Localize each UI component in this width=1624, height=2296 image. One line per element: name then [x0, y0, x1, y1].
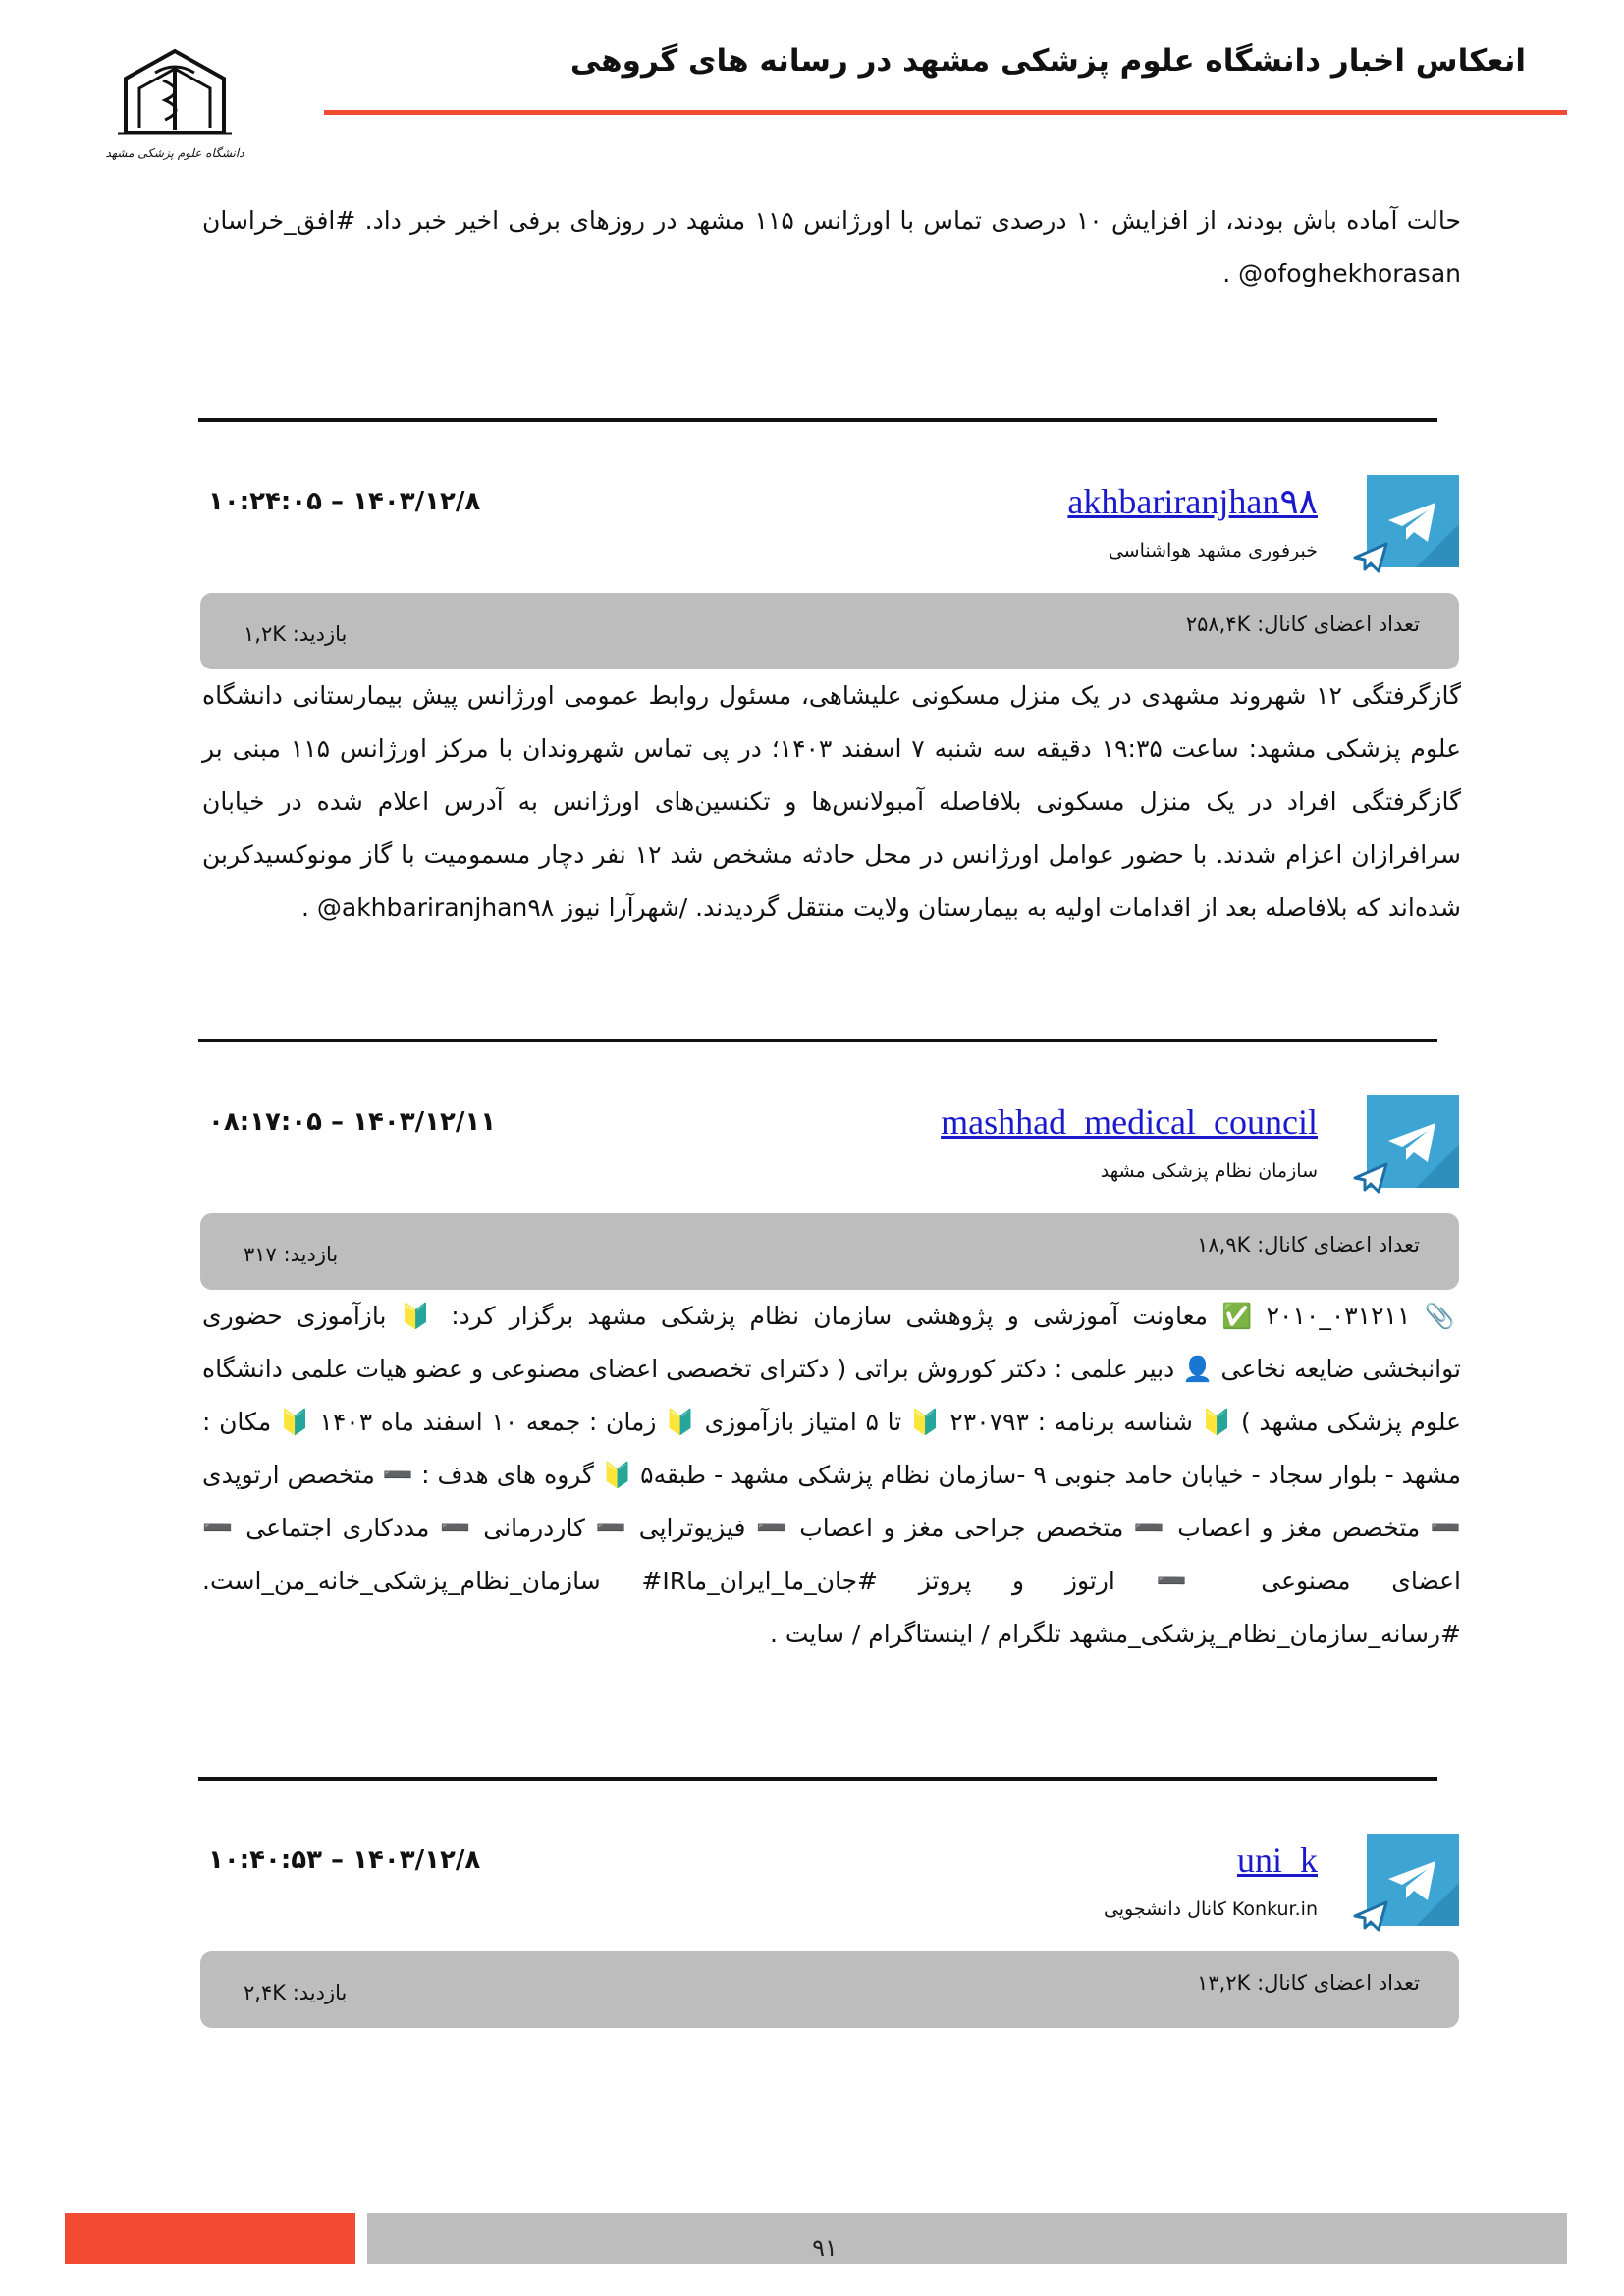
post-date: ۰۸:۱۷:۰۵ – ۱۴۰۳/۱۲/۱۱	[208, 1107, 497, 1137]
channel-link[interactable]: mashhad_medical_council	[941, 1102, 1318, 1142]
views-count: بازدید: ۲,۴K	[244, 1981, 348, 2004]
post-divider	[198, 418, 1437, 422]
stats-bar	[200, 1951, 1459, 2028]
post-body: 📎 ۰۳۱۲۱۱_۲۰۱۰ ✅ معاونت آموزشی و پژوهشی سازمان نظام پزشکی مشهد برگزار کرد: 🔰 بازآموزی حضوری توانبخشی ضایعه نخاعی 👤 دبیر علمی : دکتر کوروش براتی ( دکترای تخصصی اعضای مصنوعی و عضو هیات علمی دانشگاه علوم پزشکی مشهد ) 🔰 شناسه برنامه : ۲۳۰۷۹۳ 🔰 تا ۵ امتیاز بازآموزی 🔰 زمان : جمعه ۱۰ اسفند ماه ۱۴۰۳ 🔰 مکان : مشهد - بلوار سجاد - خیابان حامد جنوبی ۹ -سازمان نظام پزشکی مشهد - طبقه۵ 🔰 گروه های هدف : ➖ متخصص ارتوپدی ➖ متخصص مغز و اعصاب ➖ متخصص جراحی مغز و اعصاب ➖ فیزیوتراپی ➖ کاردرمانی ➖ مددکاری اجتماعی ➖ اعضای مصنوعی ➖ ارتوز و پروتز #جان_ما_ایران_ماIR# سازمان_نظام_پزشکی_خانه_من_است. #رسانه_سازمان_نظام_پزشکی_مشهد تلگرام / اینستاگرام / سایت .	[202, 1302, 1462, 1648]
page-number: ۹۱	[812, 2234, 838, 2262]
footer-bar	[367, 2213, 1567, 2264]
post-date: ۱۰:۲۴:۰۵ – ۱۴۰۳/۱۲/۸	[208, 487, 481, 516]
lead-paragraph: حالت آماده باش بودند، از افزایش ۱۰ درصدی تماس با اورژانس ۱۱۵ مشهد در روزهای برفی اخیر خبر داد. #افق_خراسان ‎@ofoghekhorasan‎ .	[202, 206, 1461, 288]
members-count: تعداد اعضای کانال: ۱۳,۲K	[1197, 1971, 1420, 1995]
footer-accent-bar	[65, 2213, 355, 2264]
telegram-icon	[1367, 1095, 1459, 1188]
post-divider	[198, 1777, 1437, 1781]
members-count: تعداد اعضای کانال: ۱۸,۹K	[1197, 1233, 1420, 1256]
telegram-icon	[1367, 475, 1459, 567]
channel-description: خبرفوری مشهد هواشناسی	[1108, 540, 1318, 561]
university-logo	[106, 39, 244, 167]
telegram-icon	[1367, 1834, 1459, 1926]
header-divider	[324, 110, 1567, 115]
channel-description: Konkur.in کانال دانشجویی	[1103, 1898, 1318, 1920]
post-divider	[198, 1039, 1437, 1042]
page-title: انعکاس اخبار دانشگاه علوم پزشکی مشهد در رسانه های گروهی	[569, 43, 1526, 79]
channel-description: سازمان نظام پزشکی مشهد	[1100, 1160, 1318, 1182]
channel-link[interactable]: uni_k	[1236, 1841, 1318, 1880]
views-count: بازدید: ۱,۲K	[244, 622, 348, 646]
post-body: گازگرفتگی ۱۲ شهروند مشهدی در یک منزل مسکونی علیشاهی، مسئول روابط عمومی اورژانس پیش بیمارستانی دانشگاه علوم پزشکی مشهد: ساعت ۱۹:۳۵ دقیقه سه شنبه ۷ اسفند ۱۴۰۳؛ در پی تماس شهروندان با مرکز اورژانس ۱۱۵ مبنی بر گازگرفتگی افراد در یک منزل مسکونی بلافاصله آمبولانس‌ها و تکنسین‌های اورژانس به آدرس اعلام شده در خیابان سرافرازان اعزام شدند. با حضور عوامل اورژانس در محل حادثه مشخص شد ۱۲ نفر دچار مسمومیت با گاز مونوکسیدکربن شده‌اند که بلافاصله بعد از اقدامات اولیه به بیمارستان ولایت منتقل گردیدند. /شهرآرا نیوز ‎@akhbariranjhan۹۸‎ .	[202, 681, 1461, 922]
members-count: تعداد اعضای کانال: ۲۵۸,۴K	[1185, 613, 1420, 636]
svg-text:دانشگاه علوم پزشکی مشهد: دانشگاه علوم پزشکی مشهد	[106, 146, 244, 160]
post-date: ۱۰:۴۰:۵۳ – ۱۴۰۳/۱۲/۸	[208, 1845, 481, 1875]
views-count: بازدید: ۳۱۷	[244, 1243, 339, 1266]
stats-bar	[200, 1213, 1459, 1290]
stats-bar	[200, 593, 1459, 669]
channel-link[interactable]: akhbariranjhan۹۸	[1067, 482, 1318, 521]
